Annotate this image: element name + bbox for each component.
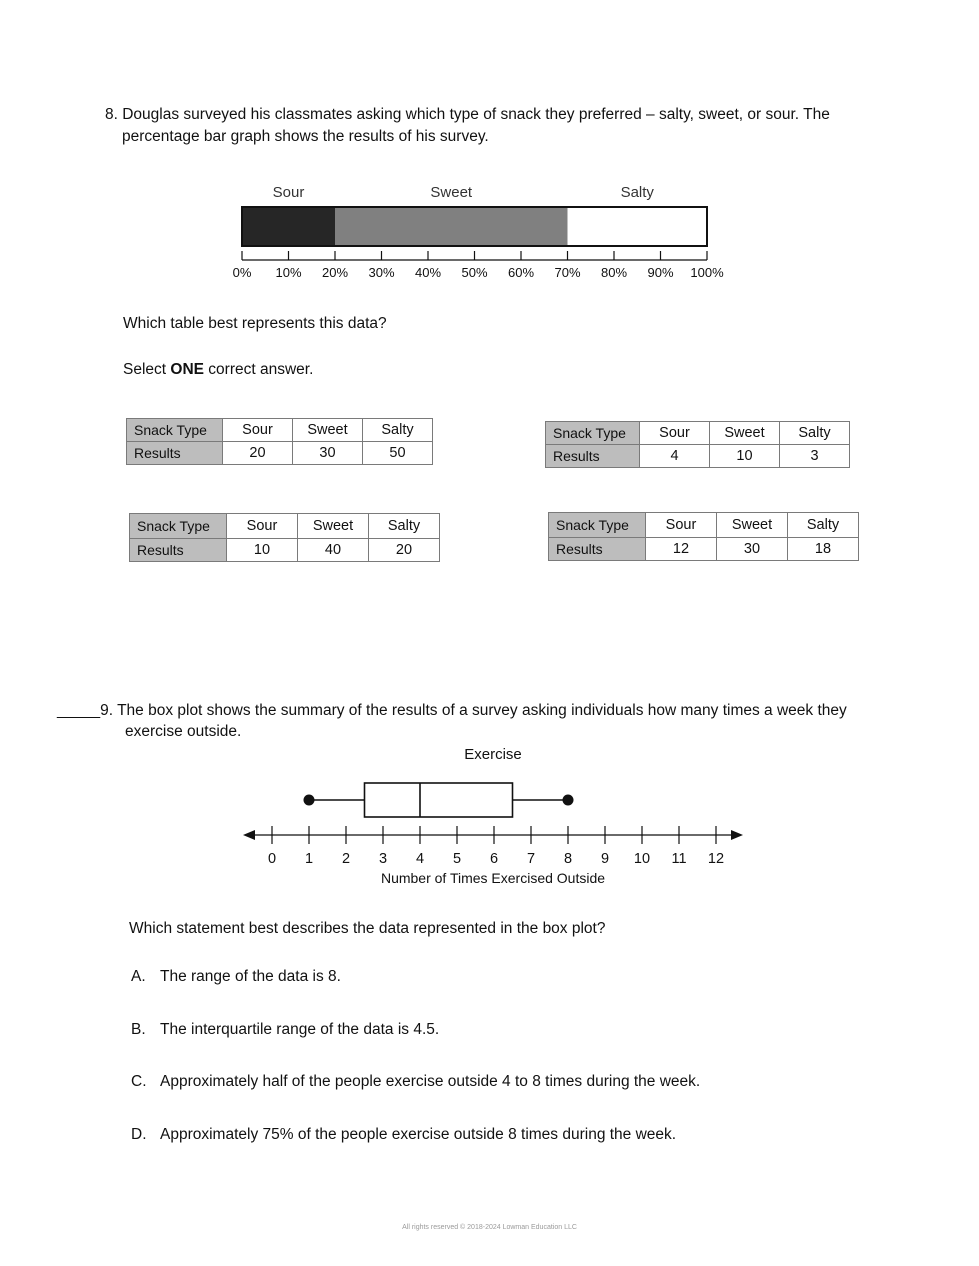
choice-letter: C. [131, 1073, 147, 1090]
answer-table-1[interactable] [126, 418, 433, 465]
q9-question: Which statement best describes the data represented in the box plot? [129, 920, 606, 937]
table-row-label: Results [130, 539, 227, 562]
bar-label-sour: Sour [272, 184, 305, 201]
bar-segment-salty [568, 207, 708, 246]
choice-b[interactable] [131, 1021, 439, 1039]
table-value-sweet: 10 [710, 445, 780, 468]
box-plot-title: Exercise [464, 746, 522, 763]
percent-tick-label: 50% [461, 265, 488, 280]
axis-tick-label: 3 [378, 851, 388, 867]
table-row-label: Results [546, 445, 640, 468]
choice-text: The range of the data is 8. [160, 968, 341, 985]
q8-text-line2: percentage bar graph shows the results of his survey. [122, 128, 489, 145]
axis-tick-label: 1 [304, 851, 314, 867]
choice-c[interactable] [131, 1073, 700, 1091]
min-point [304, 795, 315, 806]
select-suffix: correct answer. [203, 361, 314, 378]
choice-d[interactable] [131, 1126, 676, 1144]
bar-label-sweet: Sweet [430, 184, 473, 201]
axis-tick-label: 5 [452, 851, 462, 867]
table-header-label: Snack Type [549, 513, 646, 538]
answer-table-3[interactable] [129, 513, 440, 562]
axis-tick-label: 8 [563, 851, 573, 867]
max-point [563, 795, 574, 806]
percent-tick-label: 10% [275, 265, 302, 280]
table-value-salty: 50 [363, 442, 433, 465]
table-col-sweet: Sweet [293, 419, 363, 442]
table-value-salty: 18 [788, 538, 859, 561]
axis-tick-label: 9 [600, 851, 610, 867]
table-row-label: Results [127, 442, 223, 465]
table-value-sour: 10 [227, 539, 298, 562]
choice-text: Approximately 75% of the people exercise outside 8 times during the week. [160, 1126, 677, 1143]
choice-text: Approximately half of the people exercise outside 4 to 8 times during the week. [160, 1073, 701, 1090]
axis-tick-label: 4 [415, 851, 425, 867]
choice-letter: B. [131, 1021, 146, 1038]
box-plot [235, 742, 755, 892]
table-col-salty: Salty [369, 514, 440, 539]
answer-blank[interactable]: _____ [57, 702, 101, 719]
table-value-sweet: 30 [293, 442, 363, 465]
percent-tick-label: 70% [554, 265, 581, 280]
axis-tick-label: 0 [267, 851, 277, 867]
footer-copyright: All rights reserved © 2018-2024 Lowman Education LLC [402, 1224, 577, 1231]
q9-text: 9. The box plot shows the summary of the results of a survey asking individuals how many times a week they [100, 702, 847, 719]
table-col-sweet: Sweet [710, 422, 780, 445]
percent-tick-label: 80% [600, 265, 628, 280]
table-header-label: Snack Type [130, 514, 227, 539]
table-col-sour: Sour [223, 419, 293, 442]
table-col-salty: Salty [363, 419, 433, 442]
table-col-sweet: Sweet [298, 514, 369, 539]
table-col-sour: Sour [640, 422, 710, 445]
axis-tick-label: 11 [671, 851, 687, 867]
choice-text: The interquartile range of the data is 4.5. [160, 1021, 440, 1038]
bar-label-salty: Salty [620, 184, 654, 201]
answer-table-2[interactable] [545, 421, 850, 468]
bar-segment-sour [242, 207, 335, 246]
select-bold: ONE [170, 361, 204, 378]
table-value-sour: 4 [640, 445, 710, 468]
q8-text-line1: 8. Douglas surveyed his classmates asking which type of snack they preferred – salty, sweet, or sour. The [105, 106, 830, 123]
bar-segment-sweet [335, 207, 568, 246]
box-plot-xlabel: Number of Times Exercised Outside [380, 870, 606, 886]
number-line-right-arrow [731, 830, 743, 840]
percent-tick-label: 60% [507, 265, 535, 280]
table-col-sour: Sour [227, 514, 298, 539]
axis-tick-label: 7 [526, 851, 536, 867]
number-line-left-arrow [243, 830, 255, 840]
answer-table-4[interactable] [548, 512, 859, 561]
table-header-label: Snack Type [127, 419, 223, 442]
choice-letter: D. [131, 1126, 147, 1143]
table-value-salty: 3 [780, 445, 850, 468]
table-header-label: Snack Type [546, 422, 640, 445]
table-col-sour: Sour [646, 513, 717, 538]
table-col-salty: Salty [788, 513, 859, 538]
percent-tick-label: 90% [647, 265, 674, 280]
table-value-sweet: 30 [717, 538, 788, 561]
q8-select-instruction [123, 359, 313, 380]
q9-text-line2: exercise outside. [125, 723, 242, 740]
table-value-sour: 12 [646, 538, 717, 561]
percent-tick-label: 100% [690, 265, 724, 280]
q9-text-line1 [57, 700, 847, 721]
axis-tick-label: 2 [341, 851, 351, 867]
table-col-salty: Salty [780, 422, 850, 445]
axis-tick-label: 12 [707, 851, 725, 867]
table-value-salty: 20 [369, 539, 440, 562]
table-row-label: Results [549, 538, 646, 561]
choice-letter: A. [131, 968, 146, 985]
percentage-bar-graph [225, 178, 755, 288]
percent-tick-label: 0% [232, 265, 252, 280]
percent-tick-label: 20% [321, 265, 349, 280]
percent-tick-label: 30% [368, 265, 395, 280]
table-value-sour: 20 [223, 442, 293, 465]
axis-tick-label: 6 [489, 851, 499, 867]
table-value-sweet: 40 [298, 539, 369, 562]
axis-tick-label: 10 [633, 851, 651, 867]
q8-which-table: Which table best represents this data? [123, 315, 387, 332]
table-col-sweet: Sweet [717, 513, 788, 538]
iqr-box [365, 783, 513, 817]
select-prefix: Select [123, 361, 171, 378]
choice-a[interactable] [131, 968, 341, 986]
percent-tick-label: 40% [414, 265, 442, 280]
